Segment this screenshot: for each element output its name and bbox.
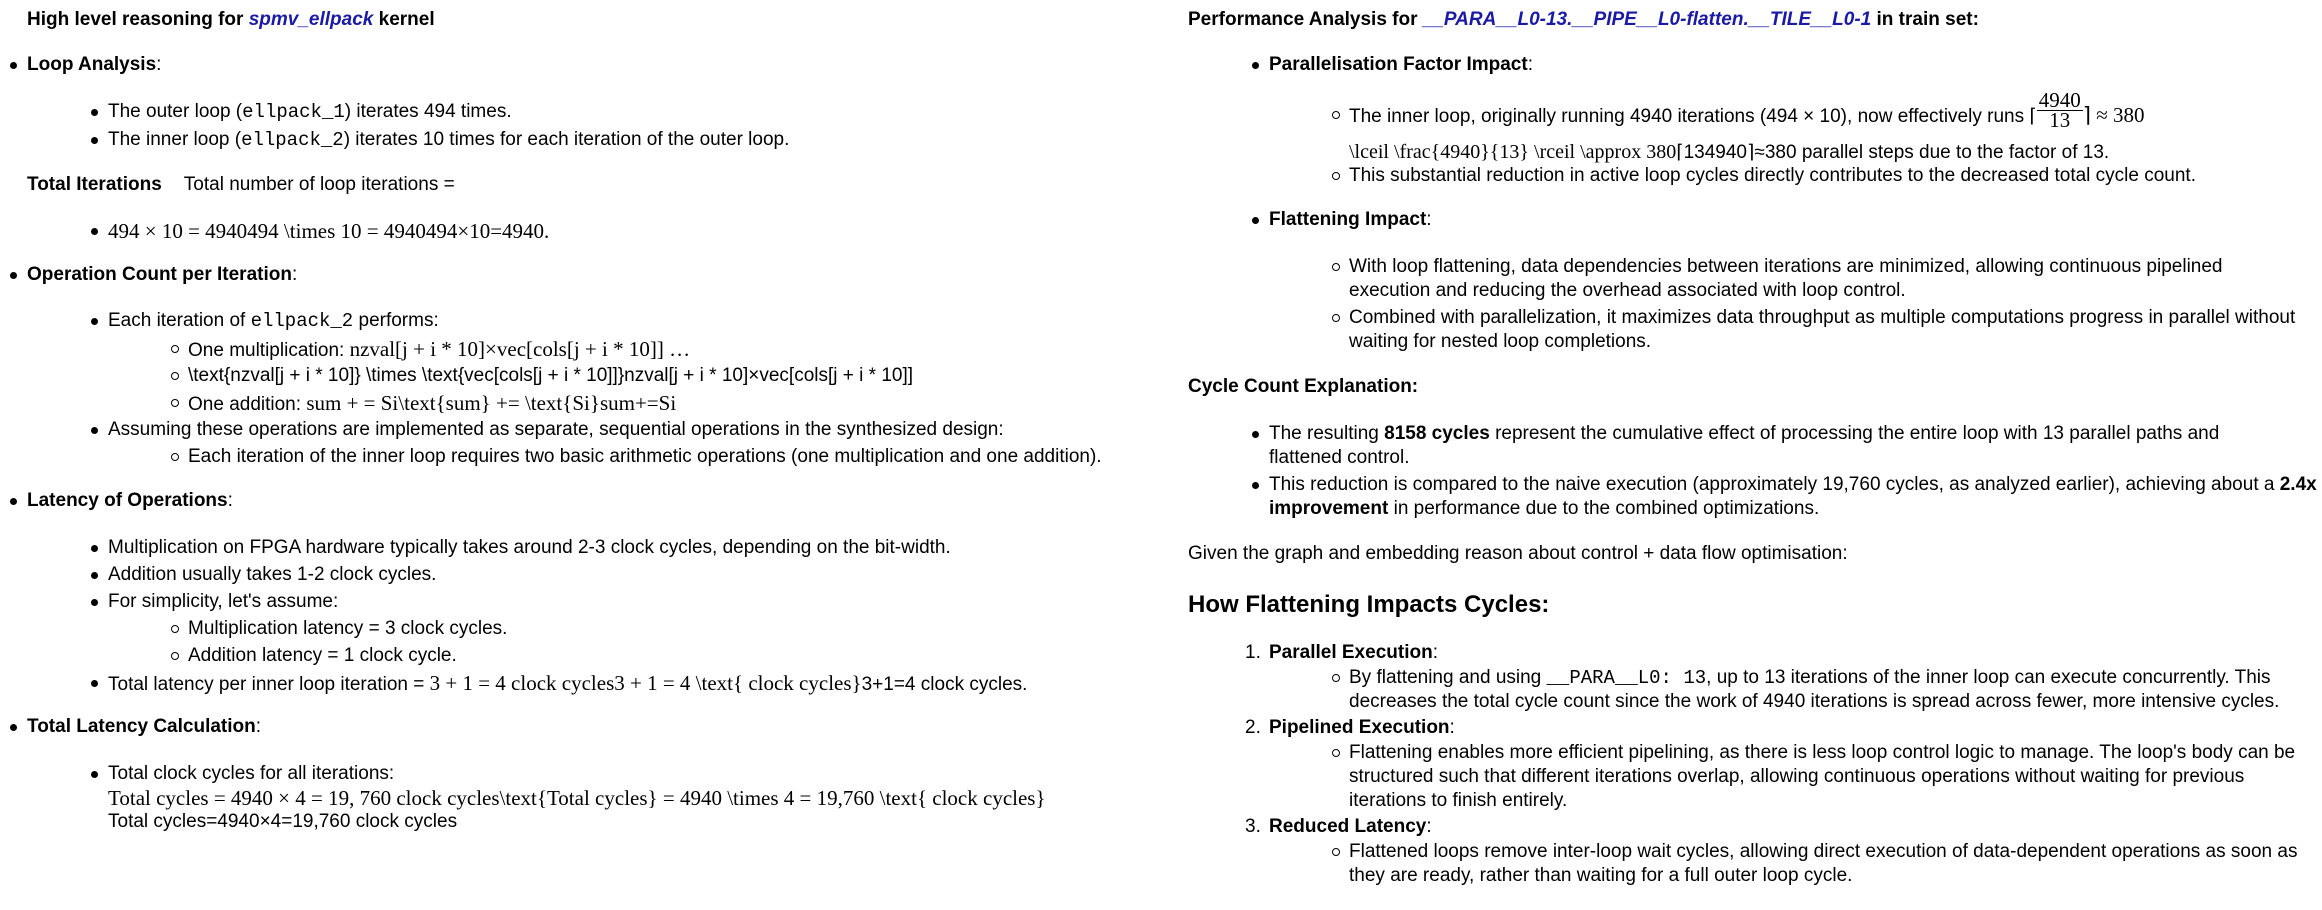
multiplication-latency-subitem: Multiplication latency = 3 clock cycles. (188, 618, 508, 639)
left-title: High level reasoning for spmv_ellpack kernel (27, 9, 435, 30)
outer-loop-item: The outer loop (ellpack_1) iterates 494 times. (108, 101, 512, 123)
total-cycles-math: Total cycles = 4940 × 4 = 19, 760 clock cycles\text{Total cycles} = 4940 \times 4 = 19,760 \text{ clock cycles} (108, 786, 1046, 810)
assumption-item: Assuming these operations are implemented as separate, sequential operations in the synthesized design: (108, 419, 1004, 440)
operation-each-iteration: Each iteration of ellpack_2 performs: (108, 310, 439, 332)
total-cycles-plain: Total cycles=4940×4=19,760 clock cycles (108, 811, 458, 832)
config-name: __PARA__L0-13.__PIPE__L0-flatten.__TILE__L0-1 (1422, 9, 1872, 30)
reduction-subitem: This substantial reduction in active loop cycles directly contributes to the decreased total cycle count. (1349, 165, 2196, 186)
inner-loop-item: The inner loop (ellpack_2) iterates 10 times for each iteration of the outer loop. (108, 129, 790, 151)
flattening-subitem-1: With loop flattening, data dependencies between iterations are minimized, allowing continuous pipelined execution and reducing the overhead associated with loop control. (1349, 255, 2309, 303)
total-iterations-label: Total Iterations Total number of loop iterations = (27, 174, 455, 195)
latency-item: Latency of Operations: (27, 490, 233, 511)
kernel-name: spmv_ellpack (248, 9, 374, 30)
parallel-execution-detail: By flattening and using __PARA__L0: 13, up to 13 iterations of the inner loop can execute concurrently. This decreases the total cycle count since the work of 4940 iterations is spread across fewer, more intensive cycles. (1349, 666, 2322, 714)
total-latency-item: Total Latency Calculation: (27, 716, 262, 737)
addition-subitem: One addition: sum + = Si\text{sum} += \text{Si}sum+=Si (188, 391, 677, 415)
multiplication-latex-subitem: \text{nzval[j + i * 10]} \times \text{vec[cols[j + i * 10]]}nzval[j + i * 10]×vec[cols[j + i * 10]] (188, 365, 914, 386)
parallel-execution-item: 1. Parallel Execution: (1245, 642, 1438, 663)
parallel-steps-subitem: The inner loop, originally running 4940 iterations (494 × 10), now effectively runs ⌈ $\frac{4940}{13}$ ⌉ ≈ 380 (1349, 88, 2145, 133)
multiplication-subitem: One multiplication: nzval[j + i * 10]×vec[cols[j + i * 10]] … (188, 337, 691, 361)
pipelined-execution-detail: Flattening enables more efficient pipelining, as there is less loop control logic to manage. The loop's body can be structured such that different iterations overlap, allowing continuous operations without waiting for previous iterations to finish entirely. (1349, 741, 2309, 813)
how-flattening-heading: How Flattening Impacts Cycles: (1188, 591, 1550, 618)
loop-analysis-item: Loop Analysis: (27, 54, 162, 75)
addition-latency-note: Addition usually takes 1-2 clock cycles. (108, 564, 437, 585)
cycle-count-item-2: This reduction is compared to the naive execution (approximately 19,760 cycles, as analyzed earlier), achieving about a 2.4x improvement in performance due to the combined optimizations. (1269, 473, 2321, 521)
latency-per-iteration-item: Total latency per inner loop iteration = 3 + 1 = 4 clock cycles3 + 1 = 4 \text{ clock cycles}3+1=4 clock cycles. (108, 671, 1028, 695)
flattening-subitem-2: Combined with parallelization, it maximizes data throughput as multiple computations progress in parallel without waiting for nested loop completions. (1349, 306, 2309, 354)
addition-latency-subitem: Addition latency = 1 clock cycle. (188, 645, 457, 666)
total-clock-cycles-item: Total clock cycles for all iterations: (108, 763, 395, 784)
operation-count-item: Operation Count per Iteration: (27, 264, 298, 285)
pipelined-execution-item: 2. Pipelined Execution: (1245, 717, 1455, 738)
right-title: Performance Analysis for __PARA__L0-13.__PIPE__L0-flatten.__TILE__L0-1 in train set: (1188, 9, 1979, 30)
cycle-count-item-1: The resulting 8158 cycles represent the cumulative effect of processing the entire loop with 13 parallel paths and flattened control. (1269, 422, 2289, 470)
two-operations-subitem: Each iteration of the inner loop requires two basic arithmetic operations (one multiplication and one addition). (188, 446, 1102, 467)
cycle-count-heading: Cycle Count Explanation: (1188, 376, 1419, 397)
fraction: $\frac{4940}{13}$ (2038, 88, 2081, 133)
given-text: Given the graph and embedding reason about control + data flow optimisation: (1188, 543, 1848, 564)
flattening-item: Flattening Impact: (1269, 209, 1432, 230)
parallel-steps-continued: \lceil \frac{4940}{13} \rceil \approx 380⌈134940⌉≈380 parallel steps due to the factor of 13. (1349, 141, 2110, 163)
total-iterations-math: 494 × 10 = 4940494 \times 10 = 4940494×10=4940. (108, 219, 550, 243)
parallelisation-item: Parallelisation Factor Impact: (1269, 54, 1533, 75)
reduced-latency-detail: Flattened loops remove inter-loop wait cycles, allowing direct execution of data-dependent operations as soon as they are ready, rather than waiting for a full outer loop cycle. (1349, 840, 2309, 888)
reduced-latency-item: 3. Reduced Latency: (1245, 816, 1432, 837)
simplicity-item: For simplicity, let's assume: (108, 591, 339, 612)
multiplication-latency-note: Multiplication on FPGA hardware typically takes around 2-3 clock cycles, depending on the bit-width. (108, 537, 951, 558)
